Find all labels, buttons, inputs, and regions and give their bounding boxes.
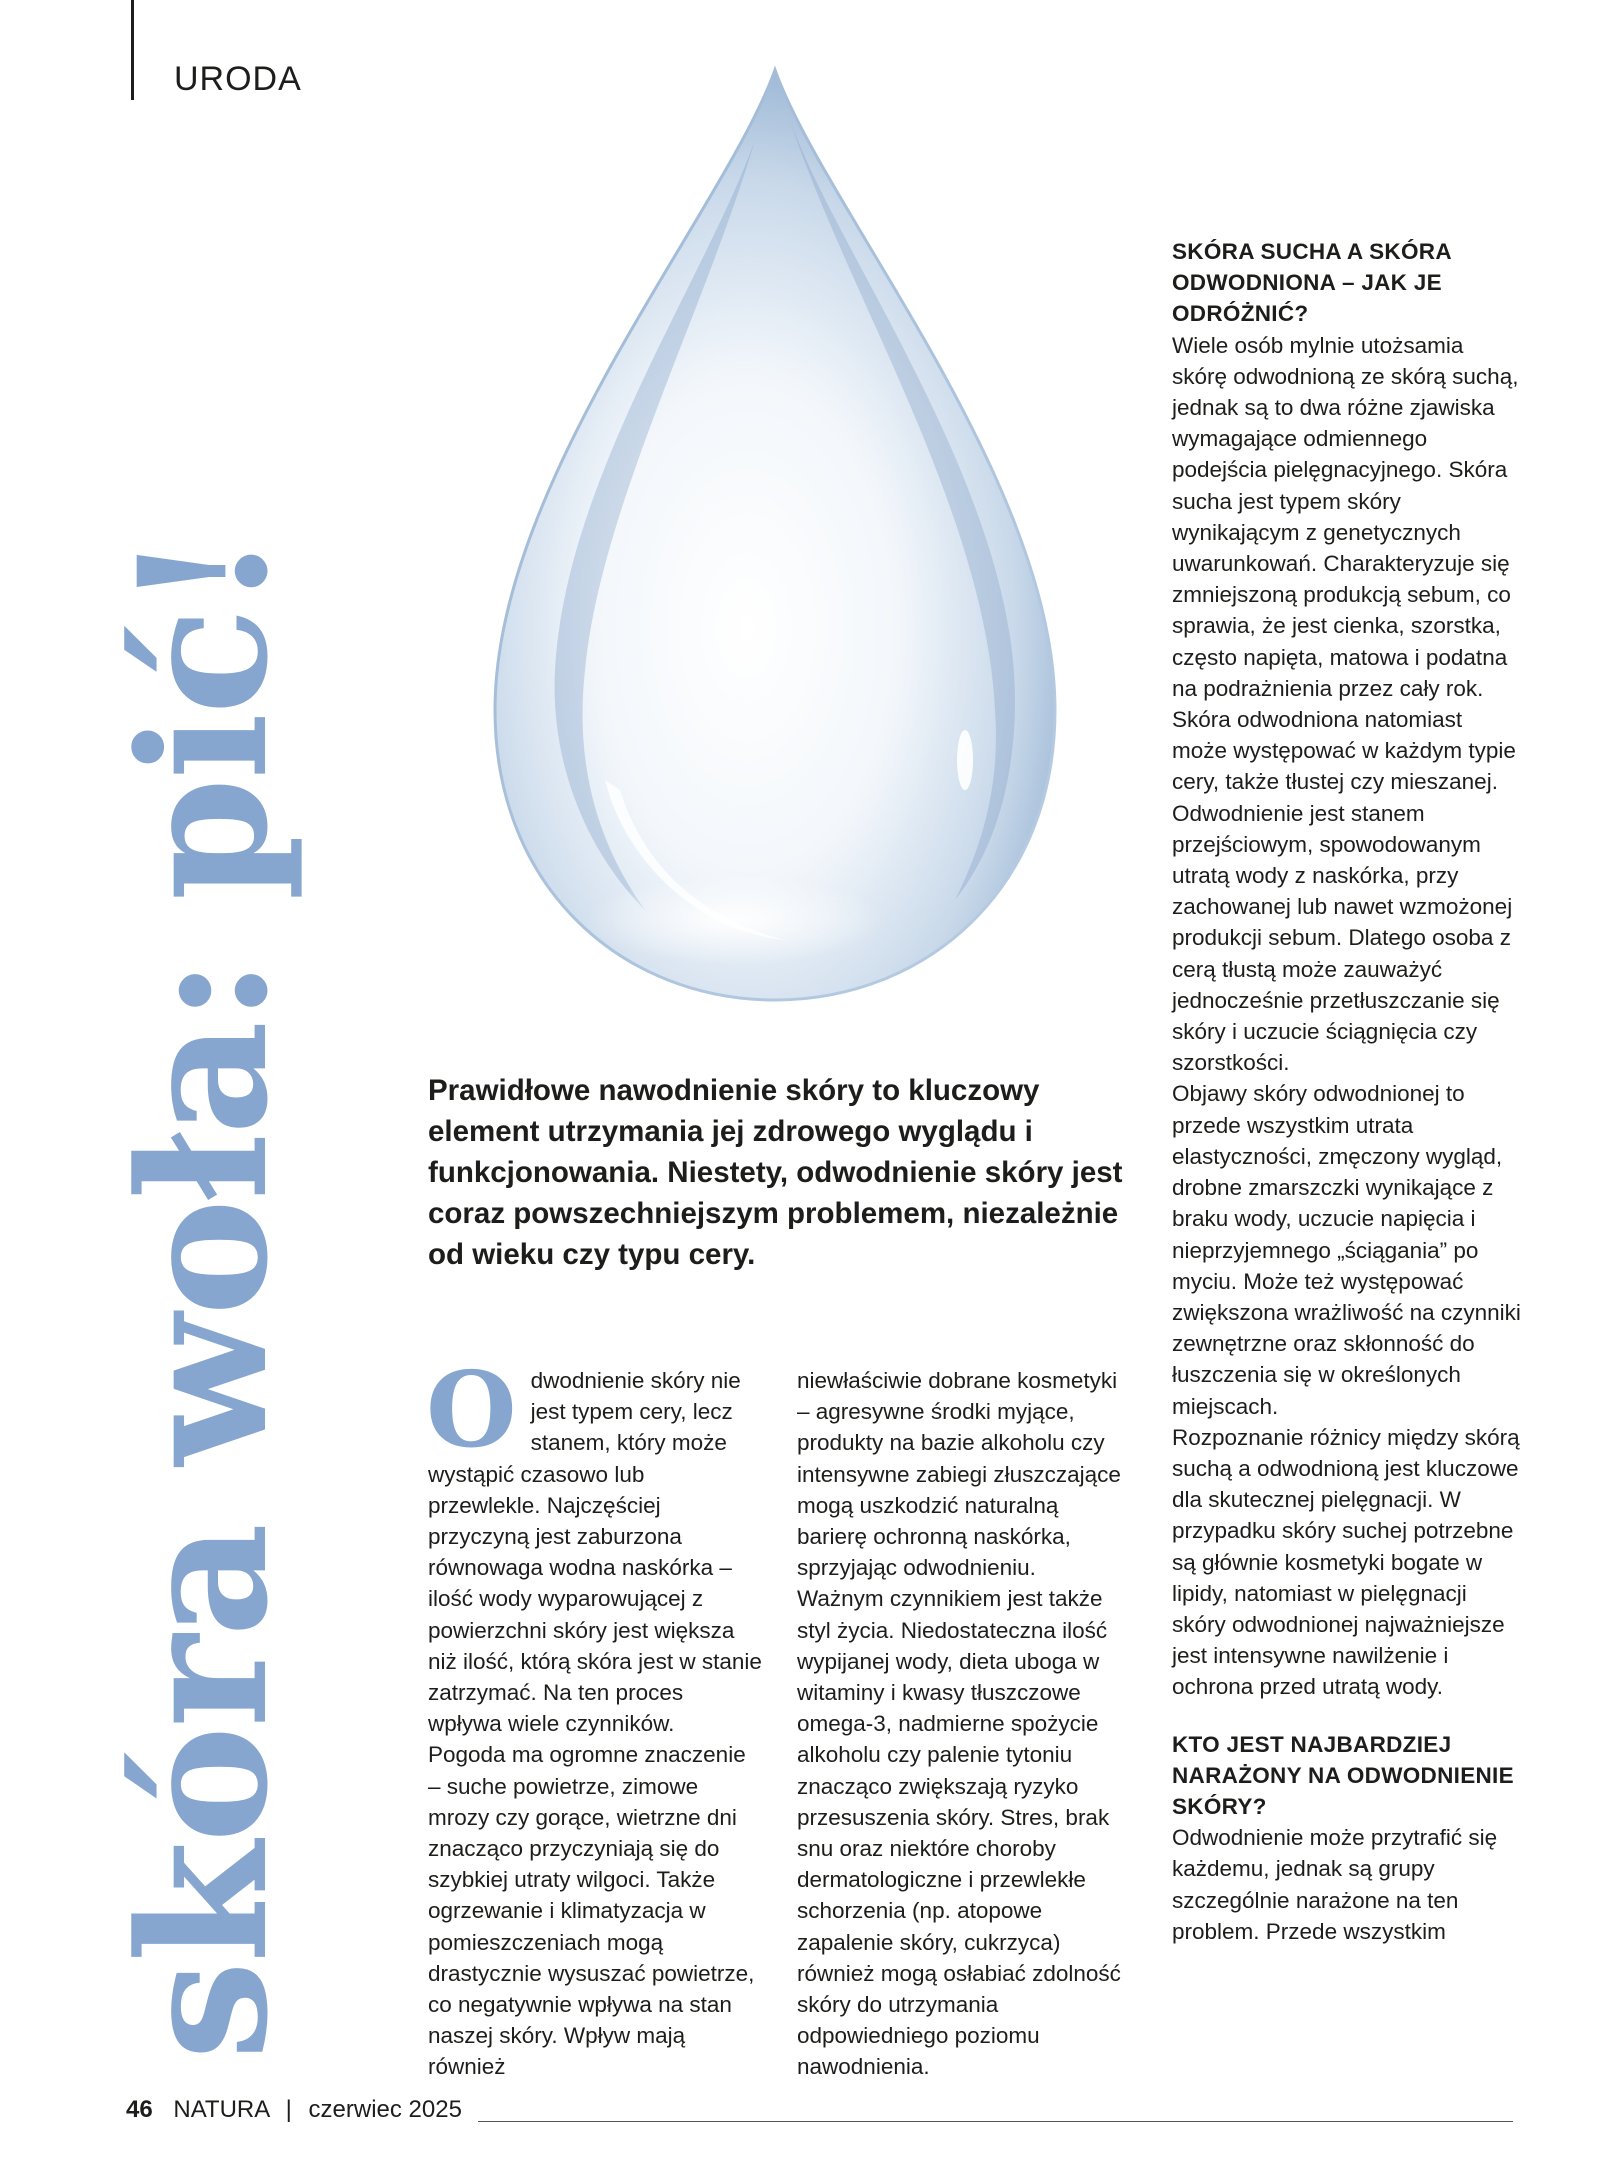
- body-paragraph: [426, 1348, 763, 1739]
- issue-date: czerwiec 2025: [308, 2096, 462, 2123]
- paragraph-text: dwodnienie skóry nie jest typem cery, lecz stanem, który może wystąpić czasowo lub przewlekle. Najczęściej przyczyną jest zaburzona równowaga wodna naskórka – ilość wody wyparowującej z powierzchni skóry jest większa niż ilość, którą skóra jest w stanie zatrzymać. Na ten proces wpływa wiele czynników.: [428, 1368, 762, 1737]
- footer-separator: |: [285, 2096, 292, 2123]
- body-column-3: [1172, 236, 1522, 1947]
- body-paragraph: Objawy skóry odwodnionej to przede wszystkim utrata elastyczności, zmęczony wygląd, drobne zmarszczki wynikające z braku wody, uczucie napięcia i nieprzyjemnego „ściągania” po myciu. Może też występować zwiększona wrażliwość na czynniki zewnętrzne oraz skłonność do łuszczenia się w określonych miejscach.: [1172, 1081, 1521, 1419]
- subheading: SKÓRA SUCHA A SKÓRA ODWODNIONA – JAK JE ODRÓŻNIĆ?: [1172, 239, 1452, 327]
- subheading: KTO JEST NAJBARDZIEJ NARAŻONY NA ODWODNIENIE SKÓRY?: [1172, 1731, 1514, 1819]
- body-paragraph: Wiele osób mylnie utożsamia skórę odwodnioną ze skórą suchą, jednak są to dwa różne zjawiska wymagające odmiennego podejścia pielęgnacyjnego. Skóra sucha jest typem skóry wynikającym z genetycznych uwarunkowań. Charakteryzuje się zmniejszoną produkcją sebum, co sprawia, że jest cienka, szorstka, często napięta, matowa i podatna na podrażnienia przez cały rok.: [1172, 332, 1519, 701]
- body-paragraph: niewłaściwie dobrane kosmetyki – agresywne środki myjące, produkty na bazie alkoholu czy intensywne zabiegi złuszczające mogą uszkodzić naturalną barierę ochronną naskórka, sprzyjając odwodnieniu.: [797, 1368, 1121, 1581]
- footer-rule: [478, 2121, 1513, 2122]
- section-label: URODA: [174, 60, 302, 98]
- body-paragraph: Pogoda ma ogromne znaczenie – suche powietrze, zimowe mrozy czy gorące, wietrzne dni znacząco przyczyniają się do szybkiej utraty wilgoci. Także ogrzewanie i klimatyzacja w pomieszczeniach mogą drastycznie wysuszać powietrze, co negatywnie wpływa na stan naszej skóry. Wpływ mają również: [428, 1742, 755, 2080]
- body-paragraph: Skóra odwodniona natomiast może występować w każdym typie cery, także tłustej czy mieszanej. Odwodnienie jest stanem przejściowym, spowodowanym utratą wody z naskórka, przy zachowanej lub nawet wzmożonej produkcji sebum. Dlatego osoba z cerą tłustą może zauważyć jednocześnie przetłuszczanie się skóry i uczucie ściągnięcia czy szorstkości.: [1172, 707, 1516, 1076]
- drop-cap: O: [426, 1348, 517, 1471]
- water-drop-illustration: [455, 60, 1095, 1020]
- body-paragraph: Rozpoznanie różnicy między skórą suchą a odwodnioną jest kluczowe dla skutecznej pielęgnacji. W przypadku skóry suchej potrzebne są głównie kosmetyki bogate w lipidy, natomiast w pielęgnacji skóry odwodnionej najważniejsze jest intensywne nawilżenie i ochrona przed utratą wody.: [1172, 1424, 1520, 1700]
- section-rule: [131, 0, 134, 100]
- magazine-name: NATURA: [173, 2096, 269, 2123]
- body-column-2: [797, 1365, 1132, 2083]
- spacer: [1172, 1703, 1522, 1729]
- page-footer: [126, 2096, 462, 2124]
- body-paragraph: Odwodnienie może przytrafić się każdemu, jednak są grupy szczególnie narażone na ten problem. Przede wszystkim: [1172, 1825, 1498, 1944]
- body-column-1: [426, 1348, 763, 2083]
- page-number: 46: [126, 2096, 153, 2123]
- body-paragraph: Ważnym czynnikiem jest także styl życia. Niedostateczna ilość wypijanej wody, dieta uboga w witaminy i kwasy tłuszczowe omega-3, nadmierne spożycie alkoholu czy palenie tytoniu znacząco zwiększają ryzyko przesuszenia skóry. Stres, brak snu oraz niektóre choroby dermatologiczne i przewlekłe schorzenia (np. atopowe zapalenie skóry, cukrzyca) również mogą osłabiać zdolność skóry do utrzymania odpowiedniego poziomu nawodnienia.: [797, 1586, 1121, 2080]
- article-title: skóra woła: pić!: [100, 534, 307, 2060]
- article-lead: Prawidłowe nawodnienie skóry to kluczowy element utrzymania jej zdrowego wyglądu i funkcjonowania. Niestety, odwodnienie skóry jest coraz powszechniejszym problemem, niezależnie od wieku czy typu cery.: [428, 1074, 1123, 1271]
